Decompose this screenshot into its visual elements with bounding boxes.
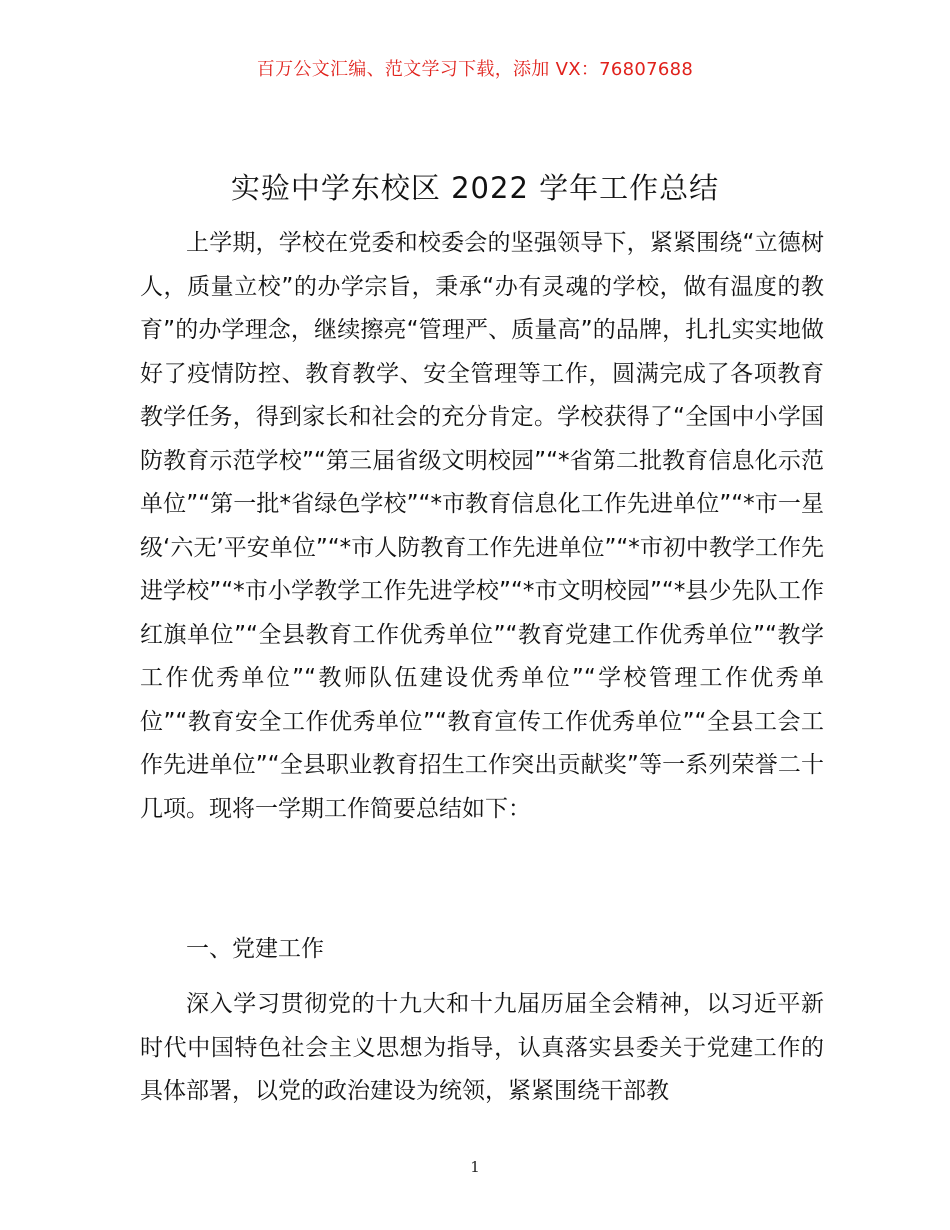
page-number: 1	[470, 1158, 480, 1176]
party-building-paragraph: 深入学习贯彻党的十九大和十九届历届全会精神，以习近平新时代中国特色社会主义思想为指导，认真落实县委关于党建工作的具体部署，以党的政治建设为统领，紧紧围绕干部教	[140, 991, 824, 1104]
intro-paragraph: 上学期，学校在党委和校委会的坚强领导下，紧紧围绕“立德树人，质量立校”的办学宗旨，秉承“办有灵魂的学校，做有温度的教育”的办学理念，继续擦亮“管理严、质量高”的品牌，扎扎实实地做好了疫情防控、教育教学、安全管理等工作，圆满完成了各项教育教学任务，得到家长和社会的充分肯定。学校获得了“全国中小学国防教育示范学校”“第三届省级文明校园”“*省第二批教育信息化示范单位”“第一批*省绿色学校”“*市教育信息化工作先进单位”“*市一星级‘六无’平安单位”“*市人防教育工作先进单位”“*市初中教学工作先进学校”“*市小学教学工作先进学校”“*市文明校园”“*县少先队工作红旗单位”“全县教育工作优秀单位”“教育党建工作优秀单位”“教学工作优秀单位”“教师队伍建设优秀单位”“学校管理工作优秀单位”“教育安全工作优秀单位”“教育宣传工作优秀单位”“全县工会工作先进单位”“全县职业教育招生工作突出贡献奖”等一系列荣誉二十几项。现将一学期工作简要总结如下：	[140, 230, 824, 822]
document-title: 实验中学东校区 2022 学年工作总结	[230, 171, 720, 205]
header-notice: 百万公文汇编、范文学习下载，添加 VX：76807688	[256, 59, 694, 80]
section-heading-party-building: 一、党建工作	[186, 936, 324, 962]
